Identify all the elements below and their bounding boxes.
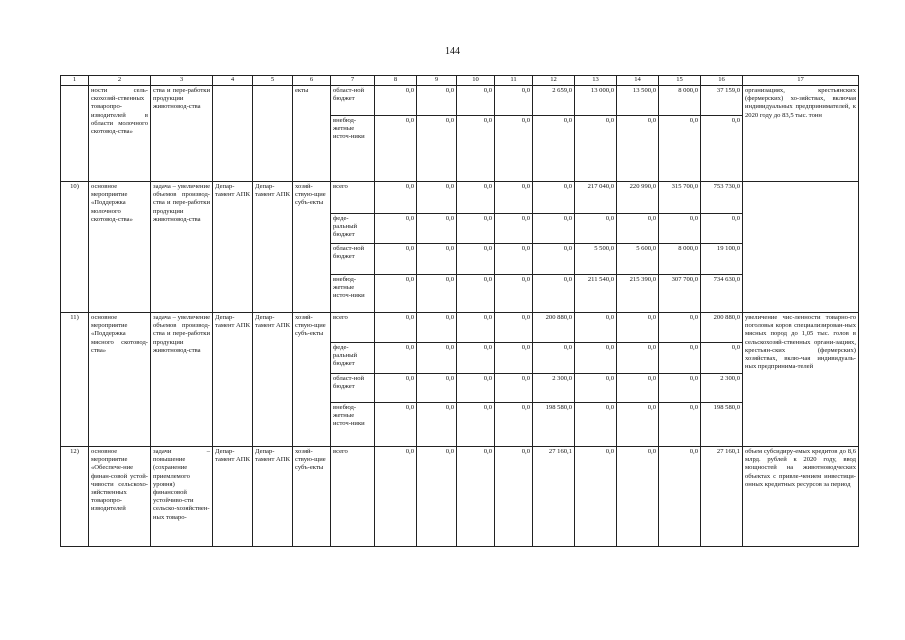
amount-cell: 0,0 <box>701 116 743 182</box>
funding-source-cell: внебюд-жетные источ-ники <box>331 275 375 313</box>
amount-cell: 0,0 <box>417 116 457 182</box>
amount-cell: 0,0 <box>575 214 617 244</box>
column-header: 1 <box>61 76 89 86</box>
amount-cell: 211 540,0 <box>575 275 617 313</box>
expected-result-cell <box>743 182 859 313</box>
amount-cell: 0,0 <box>457 214 495 244</box>
row-number-cell: 11) <box>61 313 89 447</box>
funding-source-cell: внебюд-жетные источ-ники <box>331 403 375 447</box>
column-header: 15 <box>659 76 701 86</box>
row-number-cell: 10) <box>61 182 89 313</box>
funding-source-cell: феде-ральный бюджет <box>331 214 375 244</box>
amount-cell: 0,0 <box>617 403 659 447</box>
column-header: 12 <box>533 76 575 86</box>
amount-cell: 0,0 <box>575 447 617 547</box>
amount-cell: 0,0 <box>533 343 575 374</box>
amount-cell: 0,0 <box>375 313 417 343</box>
column-header: 8 <box>375 76 417 86</box>
expected-result-cell: увеличение чис-ленности товарно-го поголовья коров специализирован-ных мясных пород до 1,05 тыс. голов в сельскохозяй-ственных органи-зациях, крестьян-ских (фермерских) хозяйствах, вклю-чая индивидуаль-ных предпринима-телей <box>743 313 859 447</box>
amount-cell: 0,0 <box>701 214 743 244</box>
amount-cell: 0,0 <box>375 116 417 182</box>
column-header: 2 <box>89 76 151 86</box>
amount-cell: 0,0 <box>533 275 575 313</box>
amount-cell: 0,0 <box>417 343 457 374</box>
amount-cell: 0,0 <box>417 275 457 313</box>
amount-cell: 0,0 <box>495 343 533 374</box>
amount-cell: 0,0 <box>659 214 701 244</box>
amount-cell: 0,0 <box>375 214 417 244</box>
measure-name-cell: основное мероприятие «Поддержка молочного скотовод-ства» <box>89 182 151 313</box>
column-header: 7 <box>331 76 375 86</box>
amount-cell: 200 880,0 <box>533 313 575 343</box>
amount-cell: 0,0 <box>417 374 457 403</box>
amount-cell: 37 159,0 <box>701 86 743 116</box>
column-header: 17 <box>743 76 859 86</box>
funding-source-cell: всего <box>331 313 375 343</box>
amount-cell: 0,0 <box>659 116 701 182</box>
amount-cell: 13 500,0 <box>617 86 659 116</box>
coexecutor-cell: Депар-тамент АПК <box>253 313 293 447</box>
amount-cell: 0,0 <box>617 374 659 403</box>
amount-cell: 0,0 <box>495 182 533 214</box>
amount-cell: 2 300,0 <box>701 374 743 403</box>
amount-cell: 0,0 <box>457 244 495 275</box>
amount-cell: 0,0 <box>417 313 457 343</box>
amount-cell: 198 580,0 <box>701 403 743 447</box>
amount-cell: 0,0 <box>417 244 457 275</box>
amount-cell: 0,0 <box>375 244 417 275</box>
amount-cell: 0,0 <box>495 275 533 313</box>
column-header: 9 <box>417 76 457 86</box>
amount-cell: 0,0 <box>375 447 417 547</box>
amount-cell: 0,0 <box>375 86 417 116</box>
amount-cell: 0,0 <box>495 374 533 403</box>
measure-name-cell: ности сель-скохозяй-ственных товаропро-изводителей в области молочного скотовод-ства» <box>89 86 151 182</box>
participant-cell: хозяй-ствую-щие субъ-екты <box>293 447 331 547</box>
amount-cell: 0,0 <box>457 313 495 343</box>
page-number: 144 <box>445 46 460 57</box>
amount-cell: 0,0 <box>457 182 495 214</box>
column-header: 6 <box>293 76 331 86</box>
table-row <box>61 182 859 214</box>
program-table <box>60 75 859 547</box>
amount-cell: 307 700,0 <box>659 275 701 313</box>
amount-cell: 0,0 <box>457 403 495 447</box>
amount-cell: 0,0 <box>417 403 457 447</box>
measure-name-cell: основное мероприятие «Поддержка мясного скотовод-ства» <box>89 313 151 447</box>
funding-source-cell: внебюд-жетные источ-ники <box>331 116 375 182</box>
amount-cell: 0,0 <box>495 214 533 244</box>
amount-cell: 0,0 <box>659 447 701 547</box>
column-header: 14 <box>617 76 659 86</box>
amount-cell: 0,0 <box>575 403 617 447</box>
amount-cell: 0,0 <box>575 313 617 343</box>
participant-cell: хозяй-ствую-щие субъ-екты <box>293 182 331 313</box>
coexecutor-cell <box>253 86 293 182</box>
amount-cell: 0,0 <box>375 343 417 374</box>
amount-cell: 0,0 <box>533 244 575 275</box>
amount-cell: 0,0 <box>495 86 533 116</box>
coexecutor-cell: Депар-тамент АПК <box>253 182 293 313</box>
amount-cell: 0,0 <box>533 182 575 214</box>
amount-cell: 734 630,0 <box>701 275 743 313</box>
amount-cell: 13 000,0 <box>575 86 617 116</box>
participant-cell: хозяй-ствую-щие субъ-екты <box>293 313 331 447</box>
amount-cell: 0,0 <box>375 275 417 313</box>
amount-cell: 0,0 <box>659 313 701 343</box>
amount-cell: 0,0 <box>417 86 457 116</box>
amount-cell: 0,0 <box>533 214 575 244</box>
funding-source-cell: всего <box>331 447 375 547</box>
amount-cell: 0,0 <box>495 244 533 275</box>
amount-cell: 0,0 <box>457 86 495 116</box>
amount-cell: 0,0 <box>457 116 495 182</box>
expected-result-cell: организациях, крестьянских (фермерских) хо-зяйствах, включая индивидуальных предпринимателей, к 2020 году до 83,5 тыс. тонн <box>743 86 859 182</box>
table-row <box>61 447 859 547</box>
amount-cell: 2 300,0 <box>533 374 575 403</box>
amount-cell: 0,0 <box>457 343 495 374</box>
amount-cell: 0,0 <box>575 374 617 403</box>
amount-cell: 0,0 <box>457 447 495 547</box>
amount-cell: 27 160,1 <box>533 447 575 547</box>
amount-cell: 0,0 <box>575 116 617 182</box>
amount-cell: 0,0 <box>617 447 659 547</box>
participant-cell: екты <box>293 86 331 182</box>
header-row <box>61 76 859 86</box>
amount-cell: 0,0 <box>701 343 743 374</box>
amount-cell: 0,0 <box>659 343 701 374</box>
amount-cell: 200 880,0 <box>701 313 743 343</box>
amount-cell: 27 160,1 <box>701 447 743 547</box>
amount-cell: 0,0 <box>457 275 495 313</box>
amount-cell: 0,0 <box>617 116 659 182</box>
amount-cell: 0,0 <box>617 313 659 343</box>
funding-source-cell: област-ной бюджет <box>331 86 375 116</box>
amount-cell: 0,0 <box>575 343 617 374</box>
task-cell: ства и пере-работки продукции животновод-ства <box>151 86 213 182</box>
column-header: 13 <box>575 76 617 86</box>
amount-cell: 0,0 <box>533 116 575 182</box>
column-header: 3 <box>151 76 213 86</box>
amount-cell: 220 990,0 <box>617 182 659 214</box>
amount-cell: 0,0 <box>417 182 457 214</box>
amount-cell: 0,0 <box>495 447 533 547</box>
column-header: 4 <box>213 76 253 86</box>
executor-cell: Депар-тамент АПК <box>213 447 253 547</box>
amount-cell: 0,0 <box>375 374 417 403</box>
amount-cell: 0,0 <box>417 214 457 244</box>
amount-cell: 0,0 <box>417 447 457 547</box>
amount-cell: 0,0 <box>495 116 533 182</box>
amount-cell: 0,0 <box>617 214 659 244</box>
amount-cell: 0,0 <box>375 403 417 447</box>
amount-cell: 0,0 <box>659 403 701 447</box>
funding-source-cell: феде-ральный бюджет <box>331 343 375 374</box>
column-header: 16 <box>701 76 743 86</box>
amount-cell: 315 700,0 <box>659 182 701 214</box>
funding-source-cell: всего <box>331 182 375 214</box>
amount-cell: 2 659,0 <box>533 86 575 116</box>
amount-cell: 0,0 <box>659 374 701 403</box>
row-number-cell: 12) <box>61 447 89 547</box>
column-header: 11 <box>495 76 533 86</box>
amount-cell: 0,0 <box>617 343 659 374</box>
amount-cell: 215 390,0 <box>617 275 659 313</box>
amount-cell: 0,0 <box>495 403 533 447</box>
amount-cell: 0,0 <box>375 182 417 214</box>
measure-name-cell: основное мероприятие «Обеспече-ние финан-совой устой-чивости сельскохо-зяйственных товаропро-изводителей <box>89 447 151 547</box>
task-cell: задача – увеличение объемов производ-ства и пере-работки продукции животновод-ства <box>151 313 213 447</box>
amount-cell: 198 580,0 <box>533 403 575 447</box>
row-number-cell <box>61 86 89 182</box>
column-header: 10 <box>457 76 495 86</box>
amount-cell: 0,0 <box>457 374 495 403</box>
funding-source-cell: област-ной бюджет <box>331 374 375 403</box>
executor-cell: Депар-тамент АПК <box>213 313 253 447</box>
coexecutor-cell: Депар-тамент АПК <box>253 447 293 547</box>
amount-cell: 217 040,0 <box>575 182 617 214</box>
amount-cell: 753 730,0 <box>701 182 743 214</box>
amount-cell: 8 000,0 <box>659 244 701 275</box>
amount-cell: 19 100,0 <box>701 244 743 275</box>
amount-cell: 5 600,0 <box>617 244 659 275</box>
executor-cell: Депар-тамент АПК <box>213 182 253 313</box>
funding-source-cell: област-ной бюджет <box>331 244 375 275</box>
task-cell: задача – увеличение объемов производ-ства и пере-работки продукции животновод-ства <box>151 182 213 313</box>
executor-cell <box>213 86 253 182</box>
expected-result-cell: объем субсидиру-емых кредитов до 8,6 млрд. рублей к 2020 году, ввод мощностей на животноводческих объектах с привле-чением инвестици-онных кредитных ресурсов за период <box>743 447 859 547</box>
table-row <box>61 86 859 116</box>
task-cell: задачи – повышение (сохранение приемлемого уровня) финансовой устойчиво-сти сельско-хозяйствен-ных товаро- <box>151 447 213 547</box>
table-row <box>61 313 859 343</box>
amount-cell: 5 500,0 <box>575 244 617 275</box>
amount-cell: 8 000,0 <box>659 86 701 116</box>
amount-cell: 0,0 <box>495 313 533 343</box>
column-header: 5 <box>253 76 293 86</box>
